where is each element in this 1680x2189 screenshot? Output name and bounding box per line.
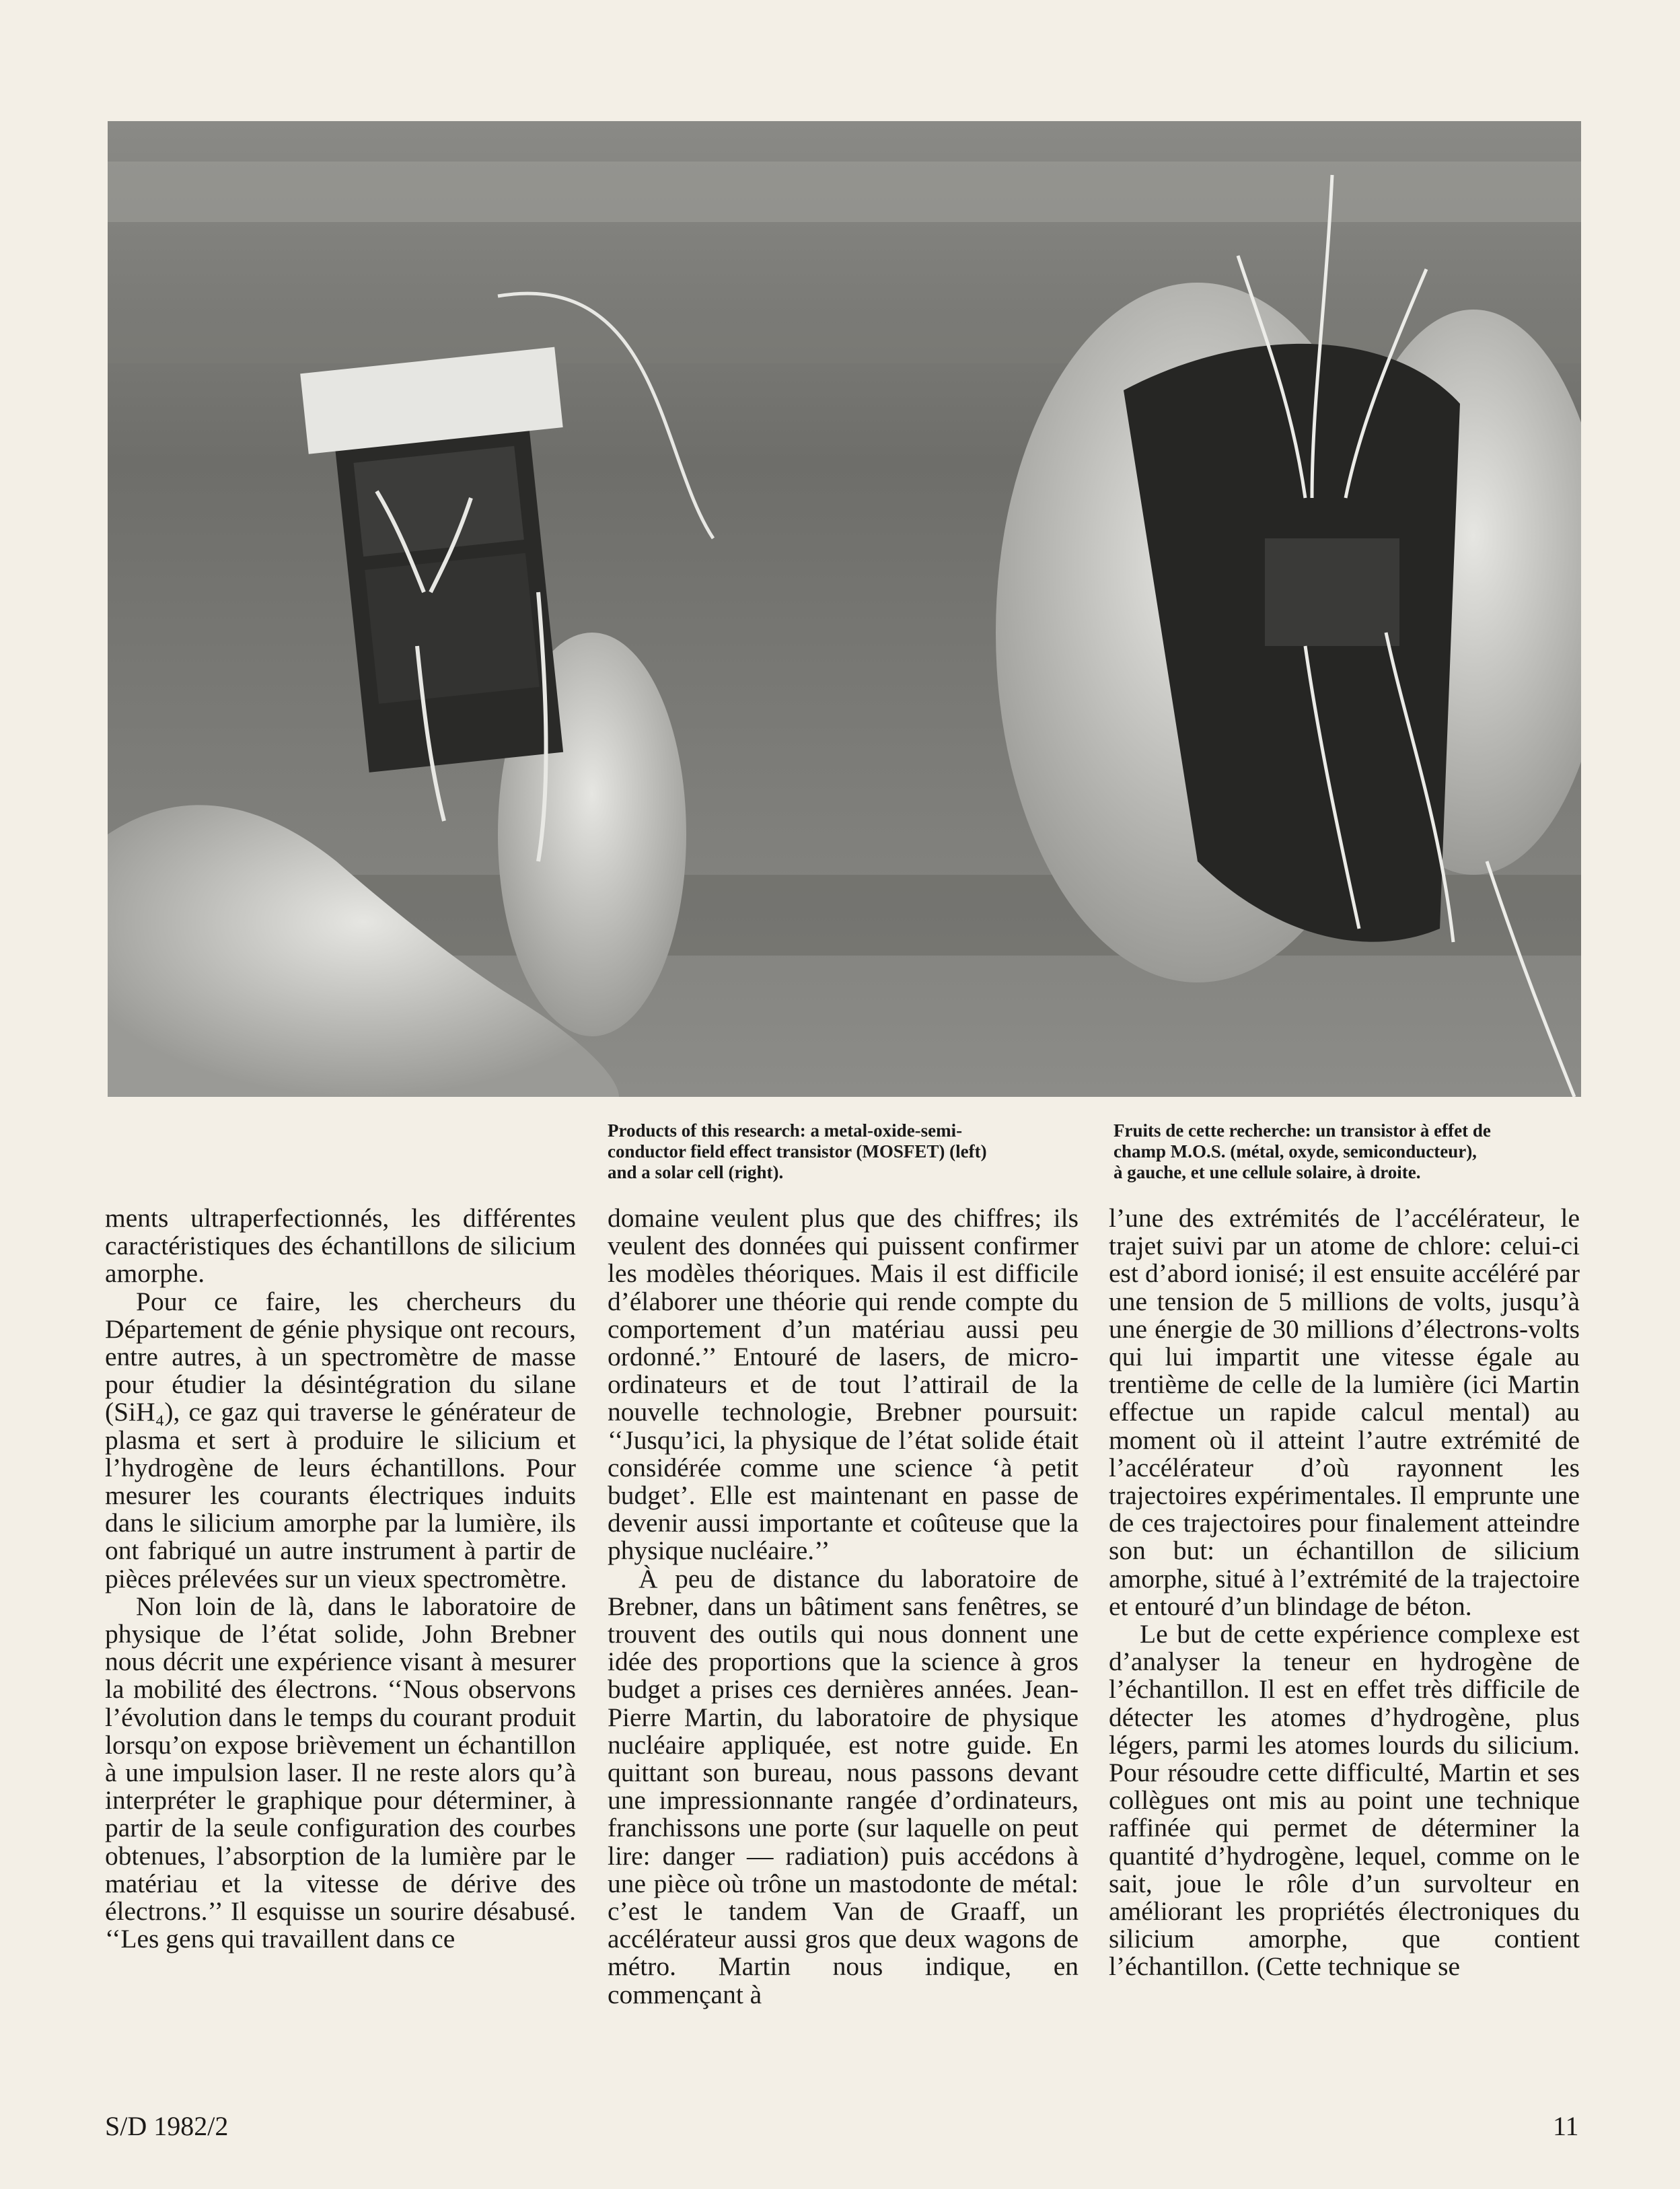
paragraph: Pour ce faire, les chercheurs du Département de génie physique ont recours, entre autres, à un spectromètre de masse pour étudier la désintégration du silane (SiH₄), ce gaz qui traverse le générateur de plasma et sert à produire le silicium et l’hydrogène de leurs échantillons. Pour mesurer les courants électriques induits dans le silicium amorphe par la lumière, ils ont fabriqué un autre instrument à partir de pièces prélevées sur un vieux spectromètre. (105, 1286, 576, 1593)
paragraph: l’une des extrémités de l’accélérateur, le trajet suivi par un atome de chlore: celui-ci est d’abord ionisé; il est ensuite accéléré par une tension de 5 millions de volts, jusqu’à une énergie de 30 millions d’électrons-volts qui lui impartit une vitesse égale au trentième de celle de la lumière (ici Martin effectue un rapide calcul mental) au moment où il atteint l’autre extrémité de l’accélérateur d’où rayonnent les trajectoires expérimentales. Il emprunte une de ces trajectoires pour finalement atteindre son but: un échantillon de silicium amorphe, situé à l’extrémité de la trajectoire et entouré d’un blindage de béton. (1109, 1203, 1580, 1621)
paragraph: Non loin de là, dans le laboratoire de physique de l’état solide, John Brebner nous décrit une expérience visant à mesurer la mobilité des électrons. ‘‘Nous observons l’évolution dans le temps du courant produit lorsqu’on expose brièvement un échantillon à une impulsion laser. Il ne reste alors qu’à interpréter le graphique pour déterminer, à partir de la seule configuration des courbes obtenues, l’absorption de la lumière par le matériau et la vitesse de dérive des électrons.’’ Il esquisse un sourire désabusé. ‘‘Les gens qui travaillent dans ce (105, 1591, 576, 1954)
caption-english (608, 1120, 1092, 1183)
page-number: 11 (1553, 2111, 1579, 2141)
caption-line: à gauche, et une cellule solaire, à droite. (1113, 1162, 1421, 1182)
caption-line: champ M.O.S. (métal, oxyde, semiconducteur), (1113, 1141, 1477, 1161)
caption-line: and a solar cell (right). (608, 1162, 784, 1182)
caption-french (1113, 1120, 1598, 1183)
caption-line: conductor field effect transistor (MOSFET) (left) (608, 1141, 987, 1161)
paragraph: ments ultraperfectionnés, les différentes caractéristiques des échantillons de silicium amorphe. (105, 1203, 576, 1289)
caption-line: Fruits de cette recherche: un transistor à effet de (1113, 1120, 1491, 1141)
issue-label: S/D 1982/2 (105, 2111, 229, 2141)
paragraph: domaine veulent plus que des chiffres; ils veulent des données qui puissent confirmer les modèles théoriques. Mais il est difficile d’élaborer une théorie qui rende compte du comportement d’un matériau aussi peu ordonné.’’ Entouré de lasers, de micro-ordinateurs et de tout l’attirail de la nouvelle technologie, Brebner poursuit: ‘‘Jusqu’ici, la physique de l’état solide était considérée comme une science ‘à petit budget’. Elle est maintenant en passe de devenir aussi importante et coûteuse que la physique nucléaire.’’ (608, 1203, 1079, 1566)
photo-mosfet-and-solar-cell (108, 121, 1581, 1097)
text-column-2 (608, 1205, 1079, 2009)
photo-illustration (108, 121, 1581, 1097)
text-column-1 (105, 1205, 576, 1953)
caption-line: Products of this research: a metal-oxide-semi- (608, 1120, 963, 1141)
paragraph: À peu de distance du laboratoire de Brebner, dans un bâtiment sans fenêtres, se trouvent des outils qui nous donnent une idée des proportions que la science à gros budget a prises ces dernières années. Jean-Pierre Martin, du laboratoire de physique nucléaire appliquée, est notre guide. En quittant son bureau, nous passons devant une impressionnante rangée d’ordinateurs, franchissons une porte (sur laquelle on peut lire: danger — radiation) puis accédons à une pièce où trône un mastodonte de métal: c’est le tandem Van de Graaff, un accélérateur aussi gros que deux wagons de métro. Martin nous indique, en commençant à (608, 1563, 1079, 2009)
paragraph: Le but de cette expérience complexe est d’analyser la teneur en hydrogène de l’échantillon. Il est en effet très difficile de détecter les atomes d’hydrogène, plus légers, parmi les atomes lourds du silicium. Pour résoudre cette difficulté, Martin et ses collègues ont mis au point une technique raffinée qui permet de déterminer la quantité d’hydrogène, lequel, comme on le sait, joue le rôle d’un survolteur en améliorant les propriétés électroniques du silicium amorphe, que contient l’échantillon. (Cette technique se (1109, 1619, 1580, 1982)
text-column-3 (1109, 1205, 1580, 1981)
